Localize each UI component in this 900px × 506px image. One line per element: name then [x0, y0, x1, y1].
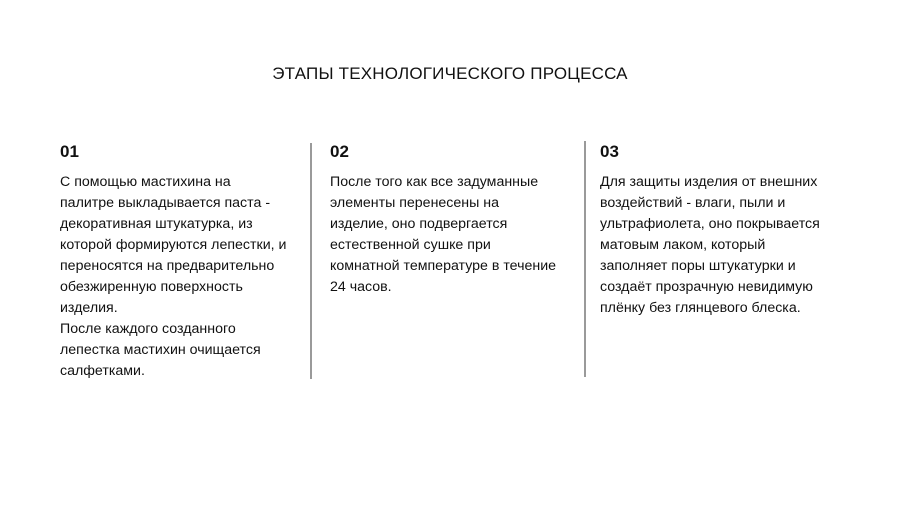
step-description: После того как все задуманные элементы перенесены на изделие, оно подвергается естественной сушке при комнатной температуре в течение 24 часов. — [330, 174, 557, 295]
step-description: С помощью мастихина на палитре выкладывается паста - декоративная штукатурка, из которой формируются лепестки, и переносятся на предварительно обезжиренную поверхность изделия. После каждого созданного лепестка мастихин очищается салфетками. — [60, 174, 287, 379]
step-number: 03 — [600, 142, 619, 161]
column-divider — [310, 143, 312, 379]
step-number: 02 — [330, 142, 349, 161]
step-number: 01 — [60, 142, 79, 161]
step-description: Для защиты изделия от внешних воздействий - влаги, пыли и ультрафиолета, оно покрывается матовым лаком, который заполняет поры штукатурки и создаёт прозрачную невидимую плёнку без глянцевого блеска. — [600, 174, 820, 316]
step-01 — [60, 141, 304, 382]
step-02 — [330, 141, 574, 298]
page-title: ЭТАПЫ ТЕХНОЛОГИЧЕСКОГО ПРОЦЕССА — [272, 64, 628, 83]
step-03 — [600, 141, 844, 319]
column-divider — [584, 141, 586, 377]
